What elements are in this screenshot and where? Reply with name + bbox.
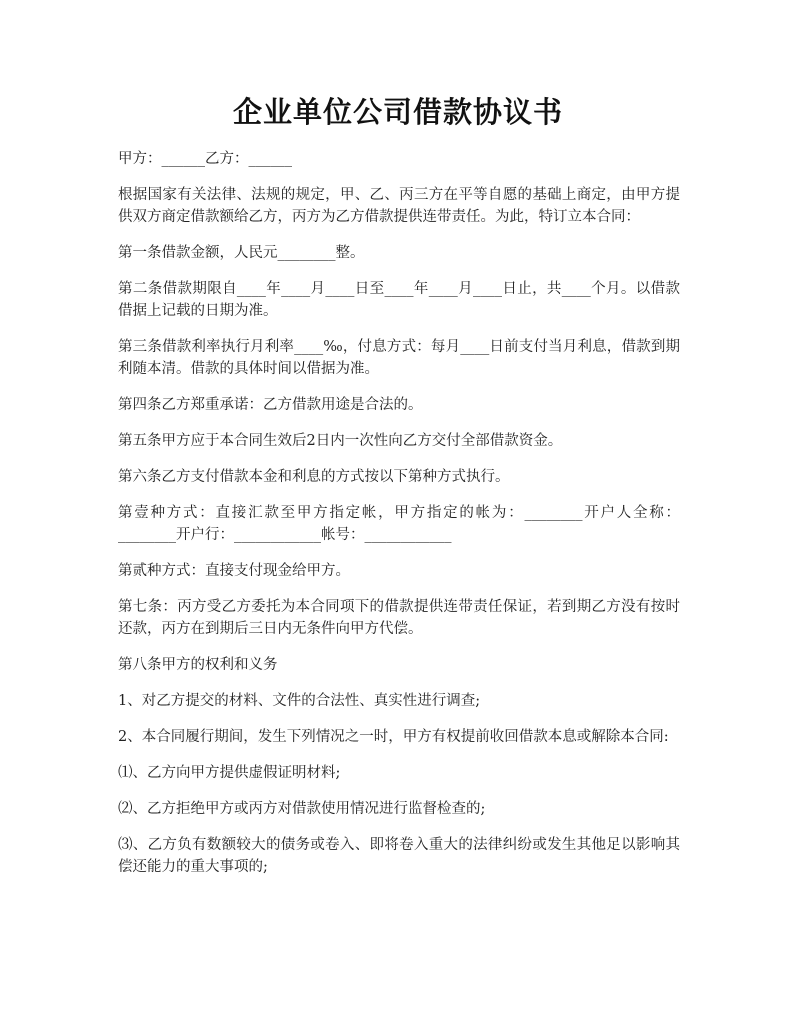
article-5-paragraph: 第五条甲方应于本合同生效后2日内一次性向乙方交付全部借款资金。 <box>118 433 563 449</box>
article-4-paragraph: 第四条乙方郑重承诺：乙方借款用途是合法的。 <box>118 397 423 413</box>
preamble-paragraph: 根据国家有关法律、法规的规定，甲、乙、丙三方在平等自愿的基础上商定，由甲方提供双方商定借款额给乙方，丙方为乙方借款提供连带责任。为此，特订立本合同： <box>118 187 680 225</box>
document-body <box>118 148 680 892</box>
sub-clause-2-paragraph: ⑵、乙方拒绝甲方或丙方对借款使用情况进行监督检查的; <box>118 801 486 817</box>
sub-clause-3-paragraph: ⑶、乙方负有数额较大的债务或卷入、即将卷入重大的法律纠纷或发生其他足以影响其偿还能力的重大事项的; <box>118 837 680 875</box>
payment-method-2-paragraph: 第贰种方式：直接支付现金给甲方。 <box>118 563 350 579</box>
payment-method-1-paragraph: 第壹种方式：直接汇款至甲方指定帐，甲方指定的帐为：________开户人全称：________开户行：____________帐号：____________ <box>118 505 680 543</box>
article-7-paragraph: 第七条：丙方受乙方委托为本合同项下的借款提供连带责任保证，若到期乙方没有按时还款，丙方在到期后三日内无条件向甲方代偿。 <box>118 599 680 637</box>
article-8-heading: 第八条甲方的权利和义务 <box>118 657 278 673</box>
clause-2-paragraph: 2、本合同履行期间，发生下列情况之一时，甲方有权提前收回借款本息或解除本合同: <box>118 729 669 745</box>
clause-1-paragraph: 1、对乙方提交的材料、文件的合法性、真实性进行调查; <box>118 693 481 709</box>
article-3-paragraph: 第三条借款利率执行月利率____‰，付息方式：每月____日前支付当月利息，借款到期利随本清。借款的具体时间以借据为准。 <box>118 339 680 377</box>
parties-line: 甲方：______乙方：______ <box>118 151 292 167</box>
article-1-paragraph: 第一条借款金额，人民元________整。 <box>118 245 365 261</box>
article-2-paragraph: 第二条借款期限自____年____月____日至____年____月____日止，共____个月。以借款借据上记载的日期为准。 <box>118 281 680 319</box>
document-title: 企业单位公司借款协议书 <box>232 95 563 129</box>
sub-clause-1-paragraph: ⑴、乙方向甲方提供虚假证明材料; <box>118 765 341 781</box>
article-6-paragraph: 第六条乙方支付借款本金和利息的方式按以下第种方式执行。 <box>118 469 510 485</box>
